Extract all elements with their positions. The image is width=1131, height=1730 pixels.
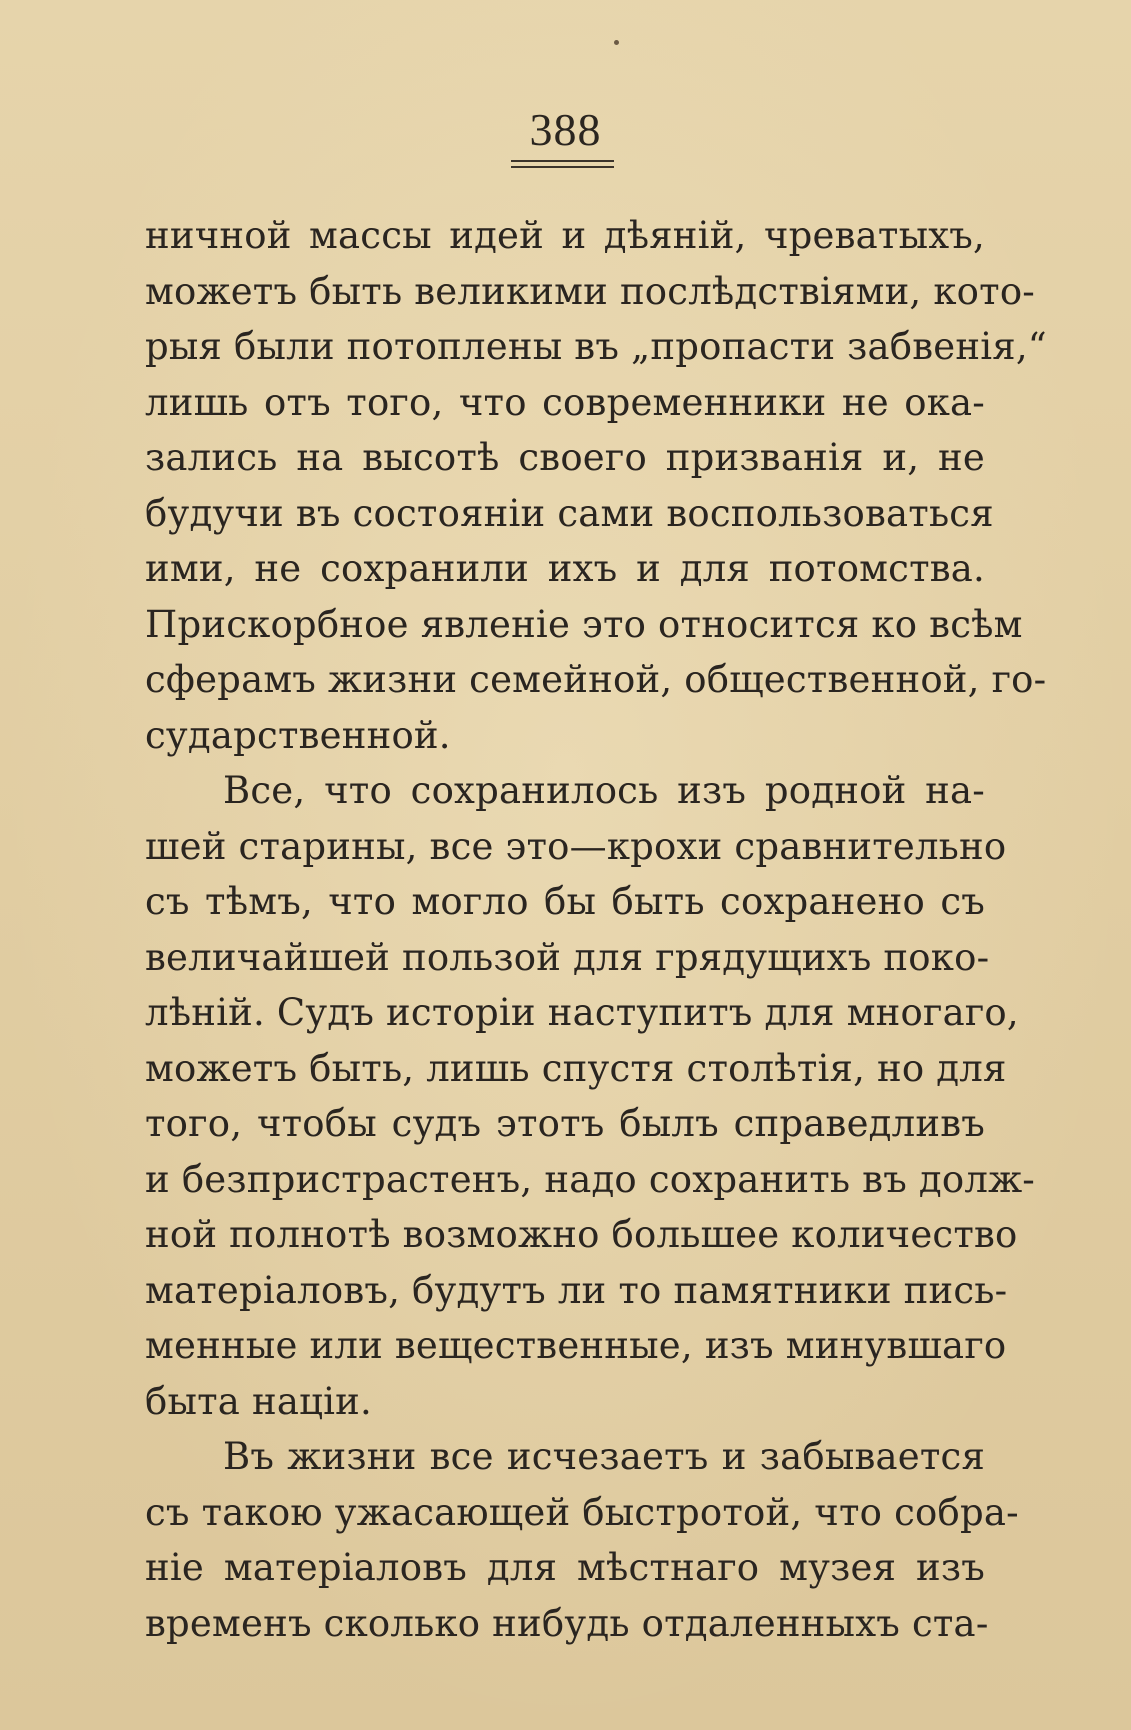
paragraph-end-line: быта націи. (145, 1379, 372, 1423)
text-line: шей старины, все это—крохи сравнительно (145, 824, 1007, 868)
text-line: можетъ быть великими послѣдствіями, кото- (145, 269, 1036, 313)
paper-speck (614, 40, 619, 45)
text-line: лѣній. Судъ исторіи наступитъ для многаго, (145, 991, 1019, 1034)
text-line: съ тѣмъ, что могло бы быть сохранено съ (145, 880, 985, 923)
text-line: менные или вещественные, изъ минувшаго (145, 1324, 1007, 1367)
paragraph-start-line: Все, что сохранилось изъ родной на- (223, 769, 985, 812)
text-line: ніе матеріаловъ для мѣстнаго музея изъ (145, 1546, 985, 1589)
text-line: можетъ быть, лишь спустя столѣтія, но для (145, 1046, 1007, 1090)
text-line: Прискорбное явленіе это относится ко всѣм (145, 602, 1023, 646)
text-line: временъ сколько нибудь отдаленныхъ ста- (145, 1601, 989, 1645)
text-line: съ такою ужасающей быстротой, что собра- (145, 1490, 1019, 1534)
paragraph-end-line: сударственной. (145, 713, 451, 757)
paragraph-start-line: Въ жизни все исчезаетъ и забывается (223, 1435, 985, 1478)
text-line: того, чтобы судъ этотъ былъ справедливъ (145, 1102, 985, 1145)
page-number-rule-top (511, 160, 614, 162)
page-number: 388 (529, 104, 602, 155)
text-line: величайшей пользой для грядущихъ поко- (145, 935, 990, 979)
text-line: будучи въ состояніи сами воспользоваться (145, 491, 994, 535)
text-line: и безпристрастенъ, надо сохранить въ долж- (145, 1157, 1036, 1201)
text-line: лишь отъ того, что современники не ока- (145, 380, 985, 424)
text-line: ими, не сохранили ихъ и для потомства. (145, 547, 985, 590)
text-line: ничной массы идей и дѣяній, чреватыхъ, (145, 214, 985, 257)
text-line: рыя были потоплены въ „пропасти забвенія,“ (145, 325, 1047, 368)
page-number-rule-bottom (511, 166, 614, 168)
text-line: зались на высотѣ своего призванія и, не (145, 436, 985, 479)
text-line: матеріаловъ, будутъ ли то памятники пись- (145, 1268, 1008, 1312)
text-line: сферамъ жизни семейной, общественной, го- (145, 658, 1047, 701)
text-line: ной полнотѣ возможно большее количество (145, 1213, 1018, 1256)
body-text (145, 208, 1047, 1651)
